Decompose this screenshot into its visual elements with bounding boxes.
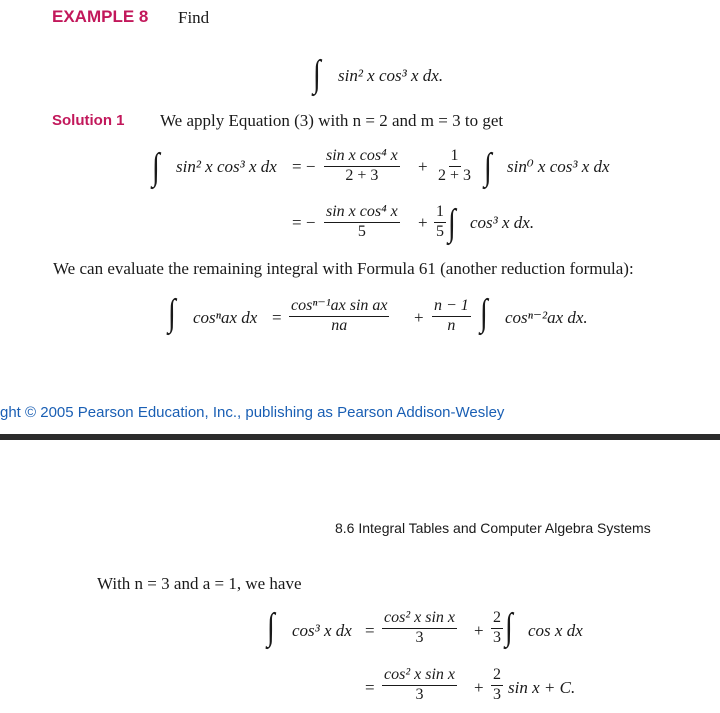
example-label: EXAMPLE 8 [52, 7, 149, 26]
plus-sign: + [414, 308, 424, 327]
p2-line2-tail: sin x + C. [508, 678, 576, 697]
p2-line1-lhs: cos³ x dx [292, 621, 352, 640]
equals-sign: = [365, 621, 375, 640]
integral-sign: ∫ [168, 292, 176, 334]
fraction [382, 667, 457, 704]
formula61-rhs-integrand: cosⁿ⁻²ax dx. [505, 308, 588, 327]
find-text: Find [178, 8, 210, 27]
running-header: 8.6 Integral Tables and Computer Algebra Systems [335, 520, 651, 536]
equals-sign: = − [292, 157, 316, 176]
integral-sign: ∫ [480, 292, 488, 334]
fraction-numerator: cos² x sin x [382, 610, 457, 629]
fraction [324, 148, 400, 185]
plus-sign: + [474, 621, 484, 640]
fraction-numerator: 2 [491, 610, 503, 629]
fraction-numerator: cos² x sin x [382, 667, 457, 686]
solution-intro: We apply Equation (3) with n = 2 and m = 3 to get [160, 111, 504, 130]
fraction [491, 667, 503, 704]
integral-sign: ∫ [267, 606, 275, 648]
evaluate-text: We can evaluate the remaining integral with Formula 61 (another reduction formula): [53, 259, 634, 278]
integral-sign: ∫ [152, 146, 160, 188]
fraction-numerator: 2 [491, 667, 503, 686]
fraction-denominator: 2 + 3 [438, 166, 472, 184]
fraction-numerator: 1 [434, 204, 446, 223]
fraction-numerator: 1 [449, 148, 461, 167]
solution-label: Solution 1 [52, 112, 125, 129]
plus-sign: + [418, 213, 428, 232]
fraction [434, 204, 446, 241]
fraction-numerator: sin x cos⁴ x [324, 148, 400, 167]
fraction-denominator: n [447, 316, 456, 334]
fraction-denominator: 5 [436, 222, 444, 240]
page-divider [0, 434, 720, 440]
fraction [436, 148, 473, 185]
fraction [491, 610, 503, 647]
fraction-numerator: n − 1 [432, 298, 471, 317]
fraction-denominator: 3 [493, 628, 501, 646]
p2-line1-rhs: cos x dx [528, 621, 583, 640]
equals-sign: = − [292, 213, 316, 232]
equals-sign: = [272, 308, 282, 327]
integral-sign: ∫ [448, 202, 456, 244]
line1-lhs: sin² x cos³ x dx [176, 157, 277, 176]
line2-rhs-integrand: cos³ x dx. [470, 213, 535, 232]
fraction-numerator: sin x cos⁴ x [324, 204, 400, 223]
fraction-denominator: 3 [415, 628, 424, 646]
fraction-denominator: 2 + 3 [345, 166, 379, 184]
integral-sign: ∫ [484, 146, 492, 188]
fraction-denominator: 5 [357, 222, 366, 240]
fraction-numerator: cosⁿ⁻¹ax sin ax [289, 298, 389, 317]
plus-sign: + [474, 678, 484, 697]
line1-rhs-integrand: sin⁰ x cos³ x dx [507, 157, 610, 176]
fraction [382, 610, 457, 647]
equals-sign: = [365, 678, 375, 697]
problem-integrand: sin² x cos³ x dx. [338, 66, 444, 85]
fraction-denominator: 3 [415, 685, 424, 703]
with-text: With n = 3 and a = 1, we have [97, 574, 302, 593]
integral-sign: ∫ [313, 53, 321, 95]
fraction [324, 204, 400, 241]
fraction-denominator: 3 [493, 685, 501, 703]
integral-sign: ∫ [505, 606, 513, 648]
plus-sign: + [418, 157, 428, 176]
fraction [289, 298, 389, 335]
fraction-denominator: na [331, 316, 348, 334]
copyright-footer[interactable]: ght © 2005 Pearson Education, Inc., publishing as Pearson Addison-Wesley [0, 404, 505, 421]
fraction [432, 298, 471, 335]
formula61-lhs: cosⁿax dx [193, 308, 258, 327]
